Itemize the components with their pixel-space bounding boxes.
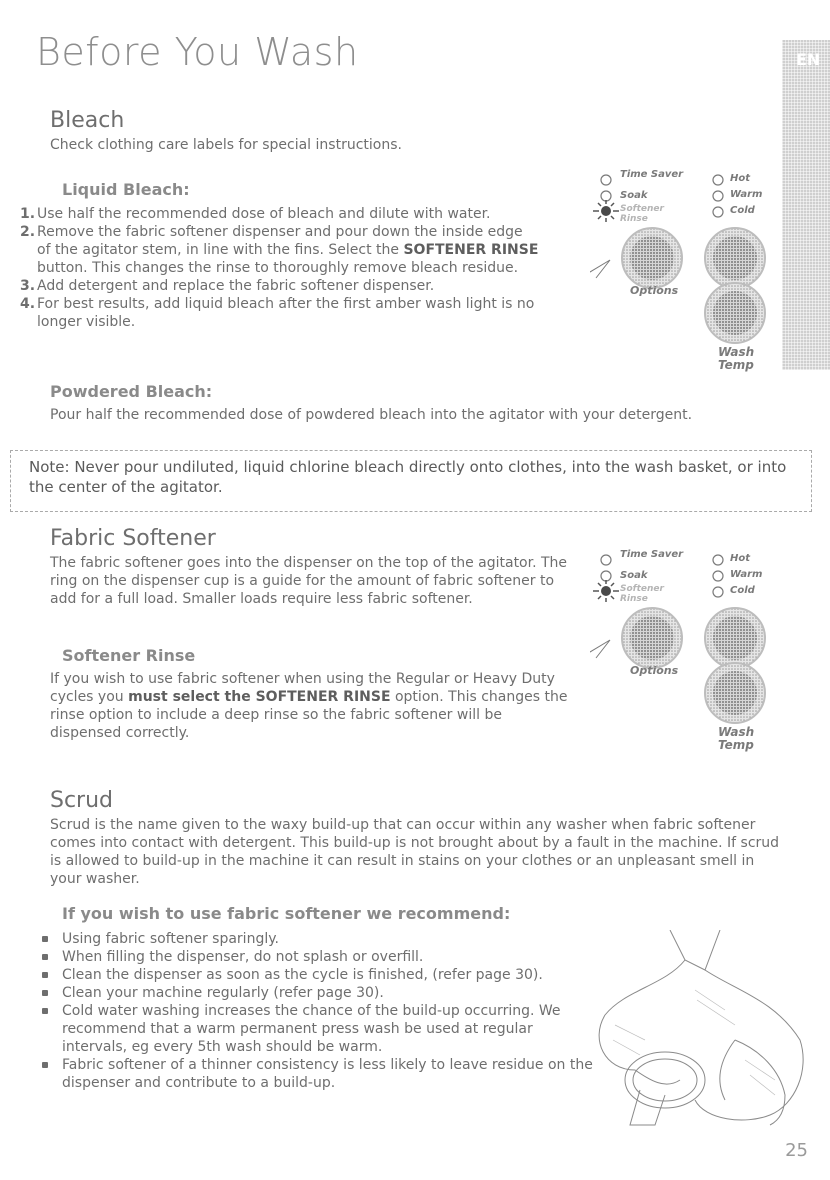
note-box (10, 450, 812, 512)
soak-label-2: Soak (620, 570, 648, 581)
fabric-softener-heading: Fabric Softener (50, 526, 216, 551)
fabric-softener-text: The fabric softener goes into the dispenser on the top of the agitator. The ring on the dispenser cup is a guide for the amount of fabric softener to add for a full load. Smaller loads require less fabric softener. (50, 555, 568, 607)
time-saver-label-2: Time Saver (620, 549, 684, 560)
dispenser-cleaning-graphic (585, 930, 805, 1130)
liquid-step-3: 3. Add detergent and replace the fabric softener dispenser. (20, 278, 435, 294)
recommend-list (40, 930, 600, 1092)
powdered-bleach-heading: Powdered Bleach: (50, 382, 213, 401)
note-text: Note: Never pour undiluted, liquid chlorine bleach directly onto clothes, into the wash basket, or into the center of the agitator. (29, 458, 787, 496)
warm-label: Warm (730, 189, 763, 200)
recommend-item-6: Fabric softener of a thinner consistency is less likely to leave residue on the dispenser and contribute to a build-up. (40, 1056, 600, 1092)
scrud-text: Scrud is the name given to the waxy build-up that can occur within any washer when fabric softener comes into contact with detergent. This build-up is not brought about by a fault in the machine. If scrud is allowed to build-up in the machine it can result in stains on your clothes or an unpleasant smell in your washer. (50, 817, 780, 887)
options-label-2: Options (630, 664, 679, 677)
options-label: Options (630, 284, 679, 297)
liquid-step-4: 4. For best results, add liquid bleach after the first amber wash light is no longer visible. (20, 296, 535, 330)
recommend-item-4: Clean your machine regularly (refer page 30). (40, 984, 600, 1002)
recommend-item-5: Cold water washing increases the chance of the build-up occurring. We recommend that a warm permanent press wash be used at regular intervals, eg every 5th wash should be warm. (40, 1002, 600, 1056)
time-saver-label: Time Saver (620, 169, 684, 180)
wash-temp-label-2: Wash Temp (718, 725, 755, 752)
bleach-intro: Check clothing care labels for special instructions. (50, 137, 402, 153)
recommend-item-3: Clean the dispenser as soon as the cycle is finished, (refer page 30). (40, 966, 600, 984)
control-panel-illustration-2 (590, 548, 770, 758)
recommend-heading: If you wish to use fabric softener we recommend: (62, 904, 511, 923)
dispenser-illustration (585, 930, 805, 1130)
cold-label-2: Cold (730, 585, 755, 596)
soak-label: Soak (620, 190, 648, 201)
warm-label-2: Warm (730, 569, 763, 580)
softener-rinse-heading: Softener Rinse (62, 646, 196, 665)
liquid-bleach-heading: Liquid Bleach: (62, 180, 190, 199)
liquid-step-1: 1. Use half the recommended dose of bleach and dilute with water. (20, 206, 491, 222)
bleach-heading: Bleach (50, 108, 125, 133)
softener-rinse-label: Softener Rinse (620, 204, 664, 224)
powdered-bleach-text: Pour half the recommended dose of powdered bleach into the agitator with your detergent. (50, 407, 693, 423)
recommend-item-1: Using fabric softener sparingly. (40, 930, 600, 948)
liquid-bleach-steps (20, 205, 540, 331)
liquid-step-2: 2. Remove the fabric softener dispenser and pour down the inside edge of the agitator stem, in line with the fins. Select the SOFTENER RINSE button. This changes the rinse to thoroughly remove bleach residue. (20, 224, 539, 276)
softener-rinse-text: If you wish to use fabric softener when using the Regular or Heavy Duty cycles you must select the SOFTENER RINSE option. This changes the rinse option to include a deep rinse so the fabric softener will be dispensed correctly. (50, 671, 568, 741)
cold-label: Cold (730, 205, 755, 216)
language-tab (782, 40, 830, 370)
hot-label-2: Hot (730, 553, 751, 564)
recommend-item-2: When filling the dispenser, do not splash or overfill. (40, 948, 600, 966)
softener-rinse-label-2: Softener Rinse (620, 584, 664, 604)
hot-label: Hot (730, 173, 751, 184)
control-panel-illustration (590, 168, 770, 378)
wash-temp-label: Wash Temp (718, 345, 755, 372)
language-tab-label: EN (796, 50, 821, 69)
page-number: 25 (785, 1140, 808, 1161)
scrud-heading: Scrud (50, 788, 114, 813)
page-title: Before You Wash (36, 30, 359, 74)
